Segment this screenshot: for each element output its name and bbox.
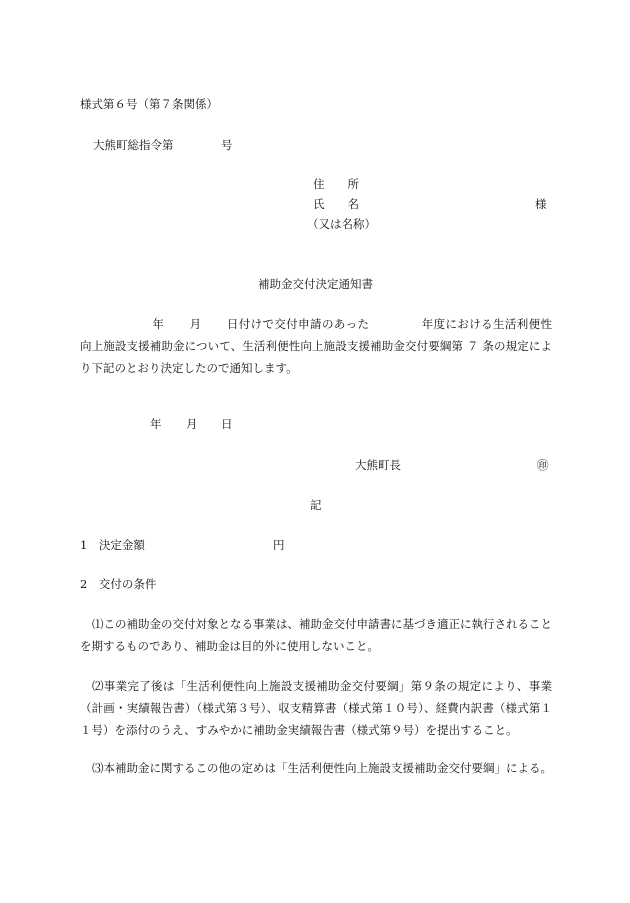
intro-year: 年: [152, 317, 165, 331]
name-label: 氏 名: [313, 197, 359, 211]
intro-day-text: 日付けで交付申請のあった: [226, 317, 370, 331]
item2-label: 2 交付の条件: [80, 577, 157, 591]
ki-heading: 記: [310, 498, 322, 512]
doc-number-prefix: 大熊町総指令第: [93, 138, 174, 152]
date-year: 年: [150, 417, 162, 431]
date-day: 日: [221, 417, 233, 431]
document-title: 補助金交付決定通知書: [258, 277, 373, 291]
condition-1: ⑴この補助金の交付対象となる事業は、補助金交付申請書に基づき適正に執行されることを期するものであり、補助金は目的外に使用しないこと。: [80, 617, 552, 653]
org-note: （又は名称）: [307, 217, 376, 231]
intro-paragraph: [80, 313, 552, 379]
condition-3: ⑶本補助金に関するこの他の定めは「生活利便性向上施設支援補助金交付要綱」による。: [92, 761, 552, 775]
honorific: 様: [535, 197, 547, 211]
condition-2: ⑵事業完了後は「生活利便性向上施設支援補助金交付要綱」第９条の規定により、事業（計画・実績報告書）（様式第３号）、収支精算書（様式第１０号）、経費内訳書（様式第１１号）を添付のうえ、すみやかに補助金実績報告書（様式第９号）を提出すること。: [80, 679, 552, 737]
doc-number-suffix: 号: [221, 138, 233, 152]
seal-mark: ㊞: [537, 458, 549, 472]
item1-label: 1 決定金額: [80, 538, 145, 552]
item1-unit: 円: [273, 538, 285, 552]
address-label: 住 所: [313, 177, 359, 191]
form-label: 様式第６号（第７条関係）: [80, 97, 218, 111]
issuer-name: 大熊町長: [355, 458, 401, 472]
date-month: 月: [186, 417, 198, 431]
intro-body: 年度における生活利便性向上施設支援補助金について、生活利便性向上施設支援補助金交付要綱第 ７ 条の規定により下記のとおり決定したので通知します。: [80, 317, 553, 375]
intro-month: 月: [189, 317, 202, 331]
